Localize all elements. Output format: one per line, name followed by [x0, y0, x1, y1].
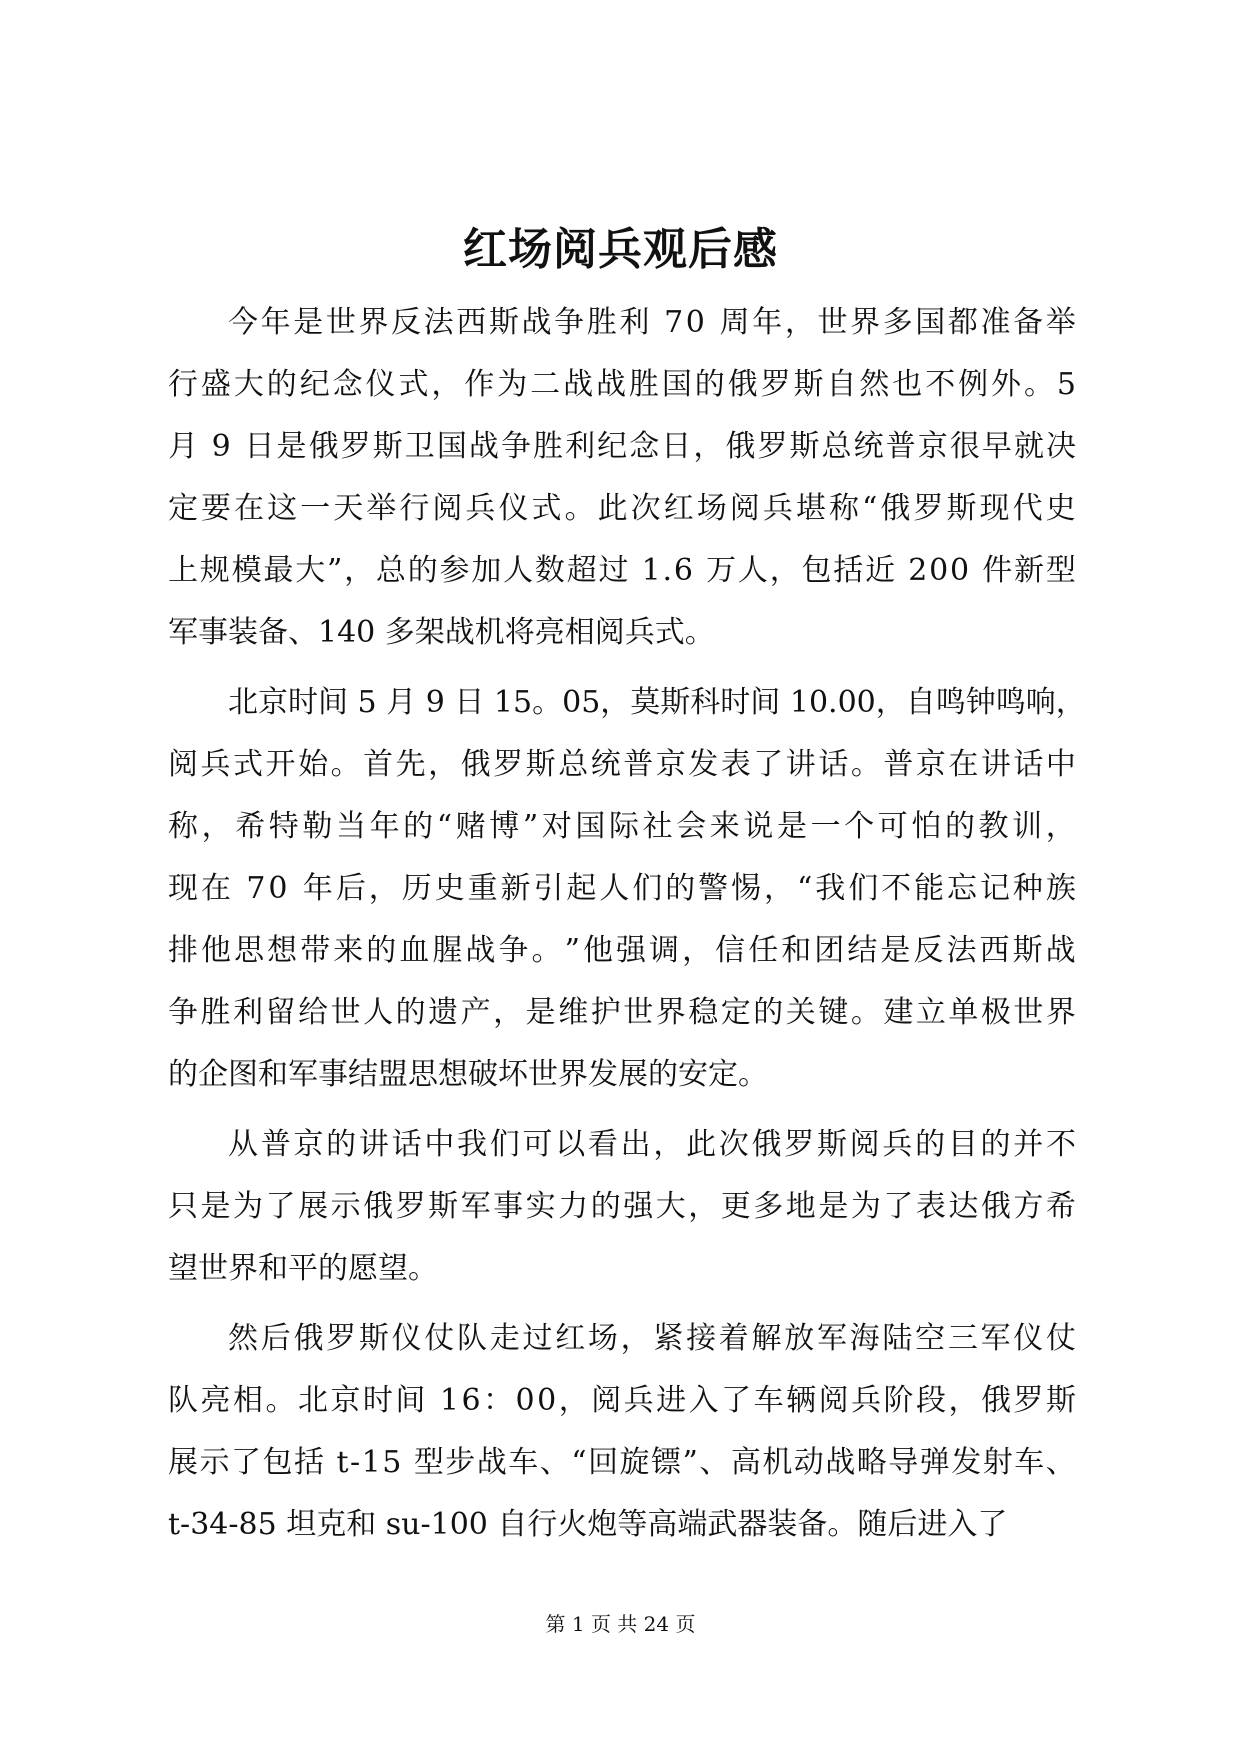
paragraph-line: 然 后 俄 罗 斯 仪 仗 队 走 过 红 场 ， 紧 接 着 解 放 军 海 陆 空 三 军 仪 仗	[228, 1321, 1076, 1356]
paragraph-line: 北 京 时 间 5 月 9 日 1 5 。 0 5 ， 莫 斯 科 时 间 1 0 . 0 0 ， 自 鸣 钟 鸣 响 ，	[228, 685, 1086, 720]
paragraph-gap	[168, 1300, 1076, 1308]
paragraph	[168, 672, 1086, 1106]
paragraph-line: 只 是 为 了 展 示 俄 罗 斯 军 事 实 力 的 强 大 ， 更 多 地 是 为 了 表 达 俄 方 希	[168, 1189, 1076, 1224]
paragraph-line: 排 他 思 想 带 来 的 血 腥 战 争 。 ” 他 强 调 ， 信 任 和 团 结 是 反 法 西 斯 战	[168, 933, 1076, 968]
document-body	[168, 292, 1086, 1556]
paragraph-line: 的企图和军事结盟思想破坏世界发展的安定。	[168, 1057, 768, 1092]
paragraph-line: 队 亮 相 。 北 京 时 间 1 6 ： 0 0 ， 阅 兵 进 入 了 车 辆 阅 兵 阶 段 ， 俄 罗 斯	[168, 1383, 1076, 1418]
paragraph-line: 从 普 京 的 讲 话 中 我 们 可 以 看 出 ， 此 次 俄 罗 斯 阅 兵 的 目 的 并 不	[228, 1127, 1076, 1162]
paragraph	[168, 1114, 1076, 1300]
paragraph-line: 军事装备、140 多架战机将亮相阅兵式。	[168, 615, 715, 650]
paragraph-line: 现 在 7 0 年 后 ， 历 史 重 新 引 起 人 们 的 警 惕 ， “ 我 们 不 能 忘 记 种 族	[168, 871, 1076, 906]
paragraph-line: 今 年 是 世 界 反 法 西 斯 战 争 胜 利 7 0 周 年 ， 世 界 多 国 都 准 备 举	[228, 305, 1076, 340]
paragraph-line: t-34-85 坦克和 su-100 自行火炮等高端武器装备。随后进入了	[168, 1507, 1008, 1542]
paragraph-line: 行 盛 大 的 纪 念 仪 式 ， 作 为 二 战 战 胜 国 的 俄 罗 斯 自 然 也 不 例 外 。 5	[168, 367, 1076, 402]
paragraph-line: 阅 兵 式 开 始 。 首 先 ， 俄 罗 斯 总 统 普 京 发 表 了 讲 话 。 普 京 在 讲 话 中	[168, 747, 1076, 782]
paragraph-line: 望世界和平的愿望。	[168, 1251, 438, 1286]
paragraph-line: 争 胜 利 留 给 世 人 的 遗 产 ， 是 维 护 世 界 稳 定 的 关 键 。 建 立 单 极 世 界	[168, 995, 1076, 1030]
paragraph-line: 月 9 日 是 俄 罗 斯 卫 国 战 争 胜 利 纪 念 日 ， 俄 罗 斯 总 统 普 京 很 早 就 决	[168, 429, 1076, 464]
paragraph	[168, 292, 1076, 664]
paragraph-line: 展 示 了 包 括 t - 1 5 型 步 战 车 、 “ 回 旋 镖 ” 、 高 机 动 战 略 导 弹 发 射 车 、	[168, 1445, 1076, 1480]
paragraph-line: 称 ， 希 特 勒 当 年 的 “ 赌 博 ” 对 国 际 社 会 来 说 是 一 个 可 怕 的 教 训 ，	[168, 809, 1076, 844]
paragraph-line: 上 规 模 最 大 ” ， 总 的 参 加 人 数 超 过 1 . 6 万 人 ， 包 括 近 2 0 0 件 新 型	[168, 553, 1076, 588]
paragraph-gap	[168, 1106, 1076, 1114]
paragraph-line: 定 要 在 这 一 天 举 行 阅 兵 仪 式 。 此 次 红 场 阅 兵 堪 称 “ 俄 罗 斯 现 代 史	[168, 491, 1076, 526]
document-title: 红场阅兵观后感	[463, 224, 778, 275]
paragraph-gap	[168, 664, 1076, 672]
paragraph	[168, 1308, 1076, 1556]
page-footer: 第 1 页 共 24 页	[545, 1612, 696, 1636]
